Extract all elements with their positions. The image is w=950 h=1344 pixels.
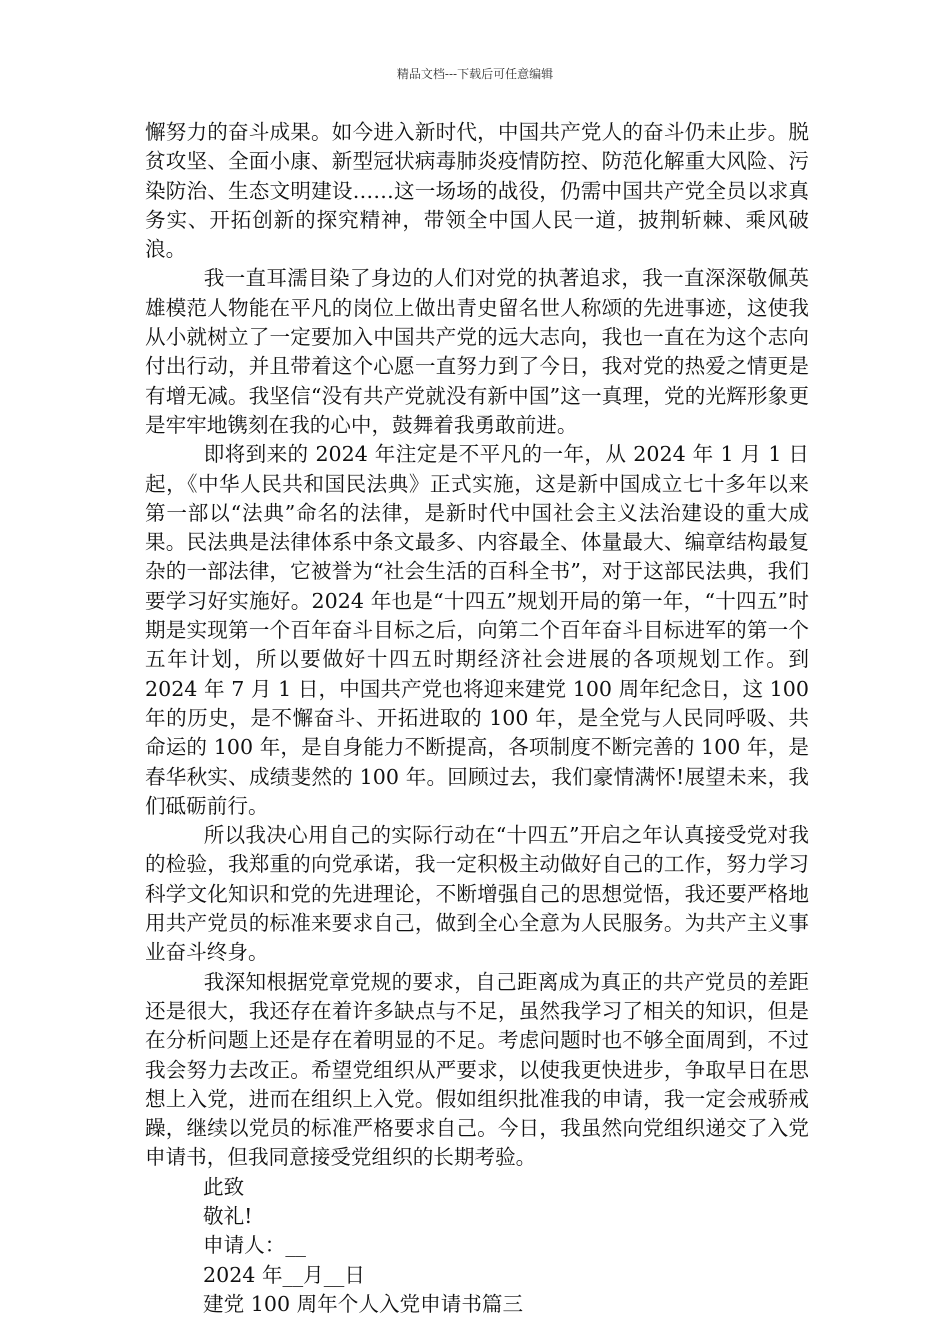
applicant-line: 申请人：__ [203, 1233, 306, 1258]
date-line: 2024 年__月__日 [203, 1262, 365, 1287]
next-section-title: 建党 100 周年个人入党申请书篇三 [203, 1291, 524, 1316]
paragraph: 我深知根据党章党规的要求，自己距离成为真正的共产党员的差距还是很大，我还存在着许多缺点与不足，虽然我学习了相关的知识，但是在分析问题上还是存在着明显的不足。考虑问题时也不够全面周到，不过我会努力去改正。希望党组织从严要求，以使我更快进步，争取早日在思想上入党，进而在组织上入党。假如组织批准我的申请，我一定会戒骄戒躁，继续以党员的标准严格要求自己。今日，我虽然向党组织递交了入党申请书，但我同意接受党组织的长期考验。 [145, 969, 809, 1170]
page-header: 精品文档---下载后可任意编辑 [396, 67, 554, 81]
paragraph: 即将到来的 2024 年注定是不平凡的一年，从 2024 年 1 月 1 日起，《中华人民共和国民法典》正式实施，这是新中国成立七十多年以来第一部以“法典”命名的法律，是新时代中国社会主义法治建设的重大成果。民法典是法律体系中条文最多、内容最全、体量最大、编章结构最复杂的一部法律，它被誉为“社会生活的百科全书”，对于这部民法典，我们要学习好实施好。2024 年也是“十四五”规划开局的第一年，“十四五”时期是实现第一个百年奋斗目标之后，向第二个百年奋斗目标进军的第一个五年计划，所以要做好十四五时期经济社会进展的各项规划工作。到 2024 年 7 月 1 日，中国共产党也将迎来建党 100 周年纪念日，这 100 年的历史，是不懈奋斗、开拓进取的 100 年，是全党与人民同呼吸、共命运的 100 年，是自身能力不断提高，各项制度不断完善的 100 年，是春华秋实、成绩斐然的 100 年。回顾过去，我们豪情满怀!展望未来，我们砥砺前行。 [145, 442, 809, 818]
paragraph: 所以我决心用自己的实际行动在“十四五”开启之年认真接受党对我的检验，我郑重的向党承诺，我一定积极主动做好自己的工作，努力学习科学文化知识和党的先进理论，不断增强自己的思想觉悟，我还要严格地用共产党员的标准来要求自己，做到全心全意为人民服务。为共产主义事业奋斗终身。 [145, 823, 809, 965]
regards: 敬礼! [203, 1203, 253, 1228]
paragraph-continuation: 懈努力的奋斗成果。如今进入新时代，中国共产党人的奋斗仍未止步。脱贫攻坚、全面小康、新型冠状病毒肺炎疫情防控、防范化解重大风险、污染防治、生态文明建设……这一场场的战役，仍需中国共产党全员以求真务实、开拓创新的探究精神，带领全中国人民一道，披荆斩棘、乘风破浪。 [145, 120, 809, 262]
salutation: 此致 [203, 1174, 245, 1199]
paragraph: 我一直耳濡目染了身边的人们对党的执著追求，我一直深深敬佩英雄模范人物能在平凡的岗位上做出青史留名世人称颂的先进事迹，这使我从小就树立了一定要加入中国共产党的远大志向，我也一直在为这个志向付出行动，并且带着这个心愿一直努力到了今日，我对党的热爱之情更是有增无减。我坚信“没有共产党就没有新中国”这一真理，党的光辉形象更是牢牢地镌刻在我的心中，鼓舞着我勇敢前进。 [145, 266, 809, 437]
document-body [145, 118, 809, 1319]
